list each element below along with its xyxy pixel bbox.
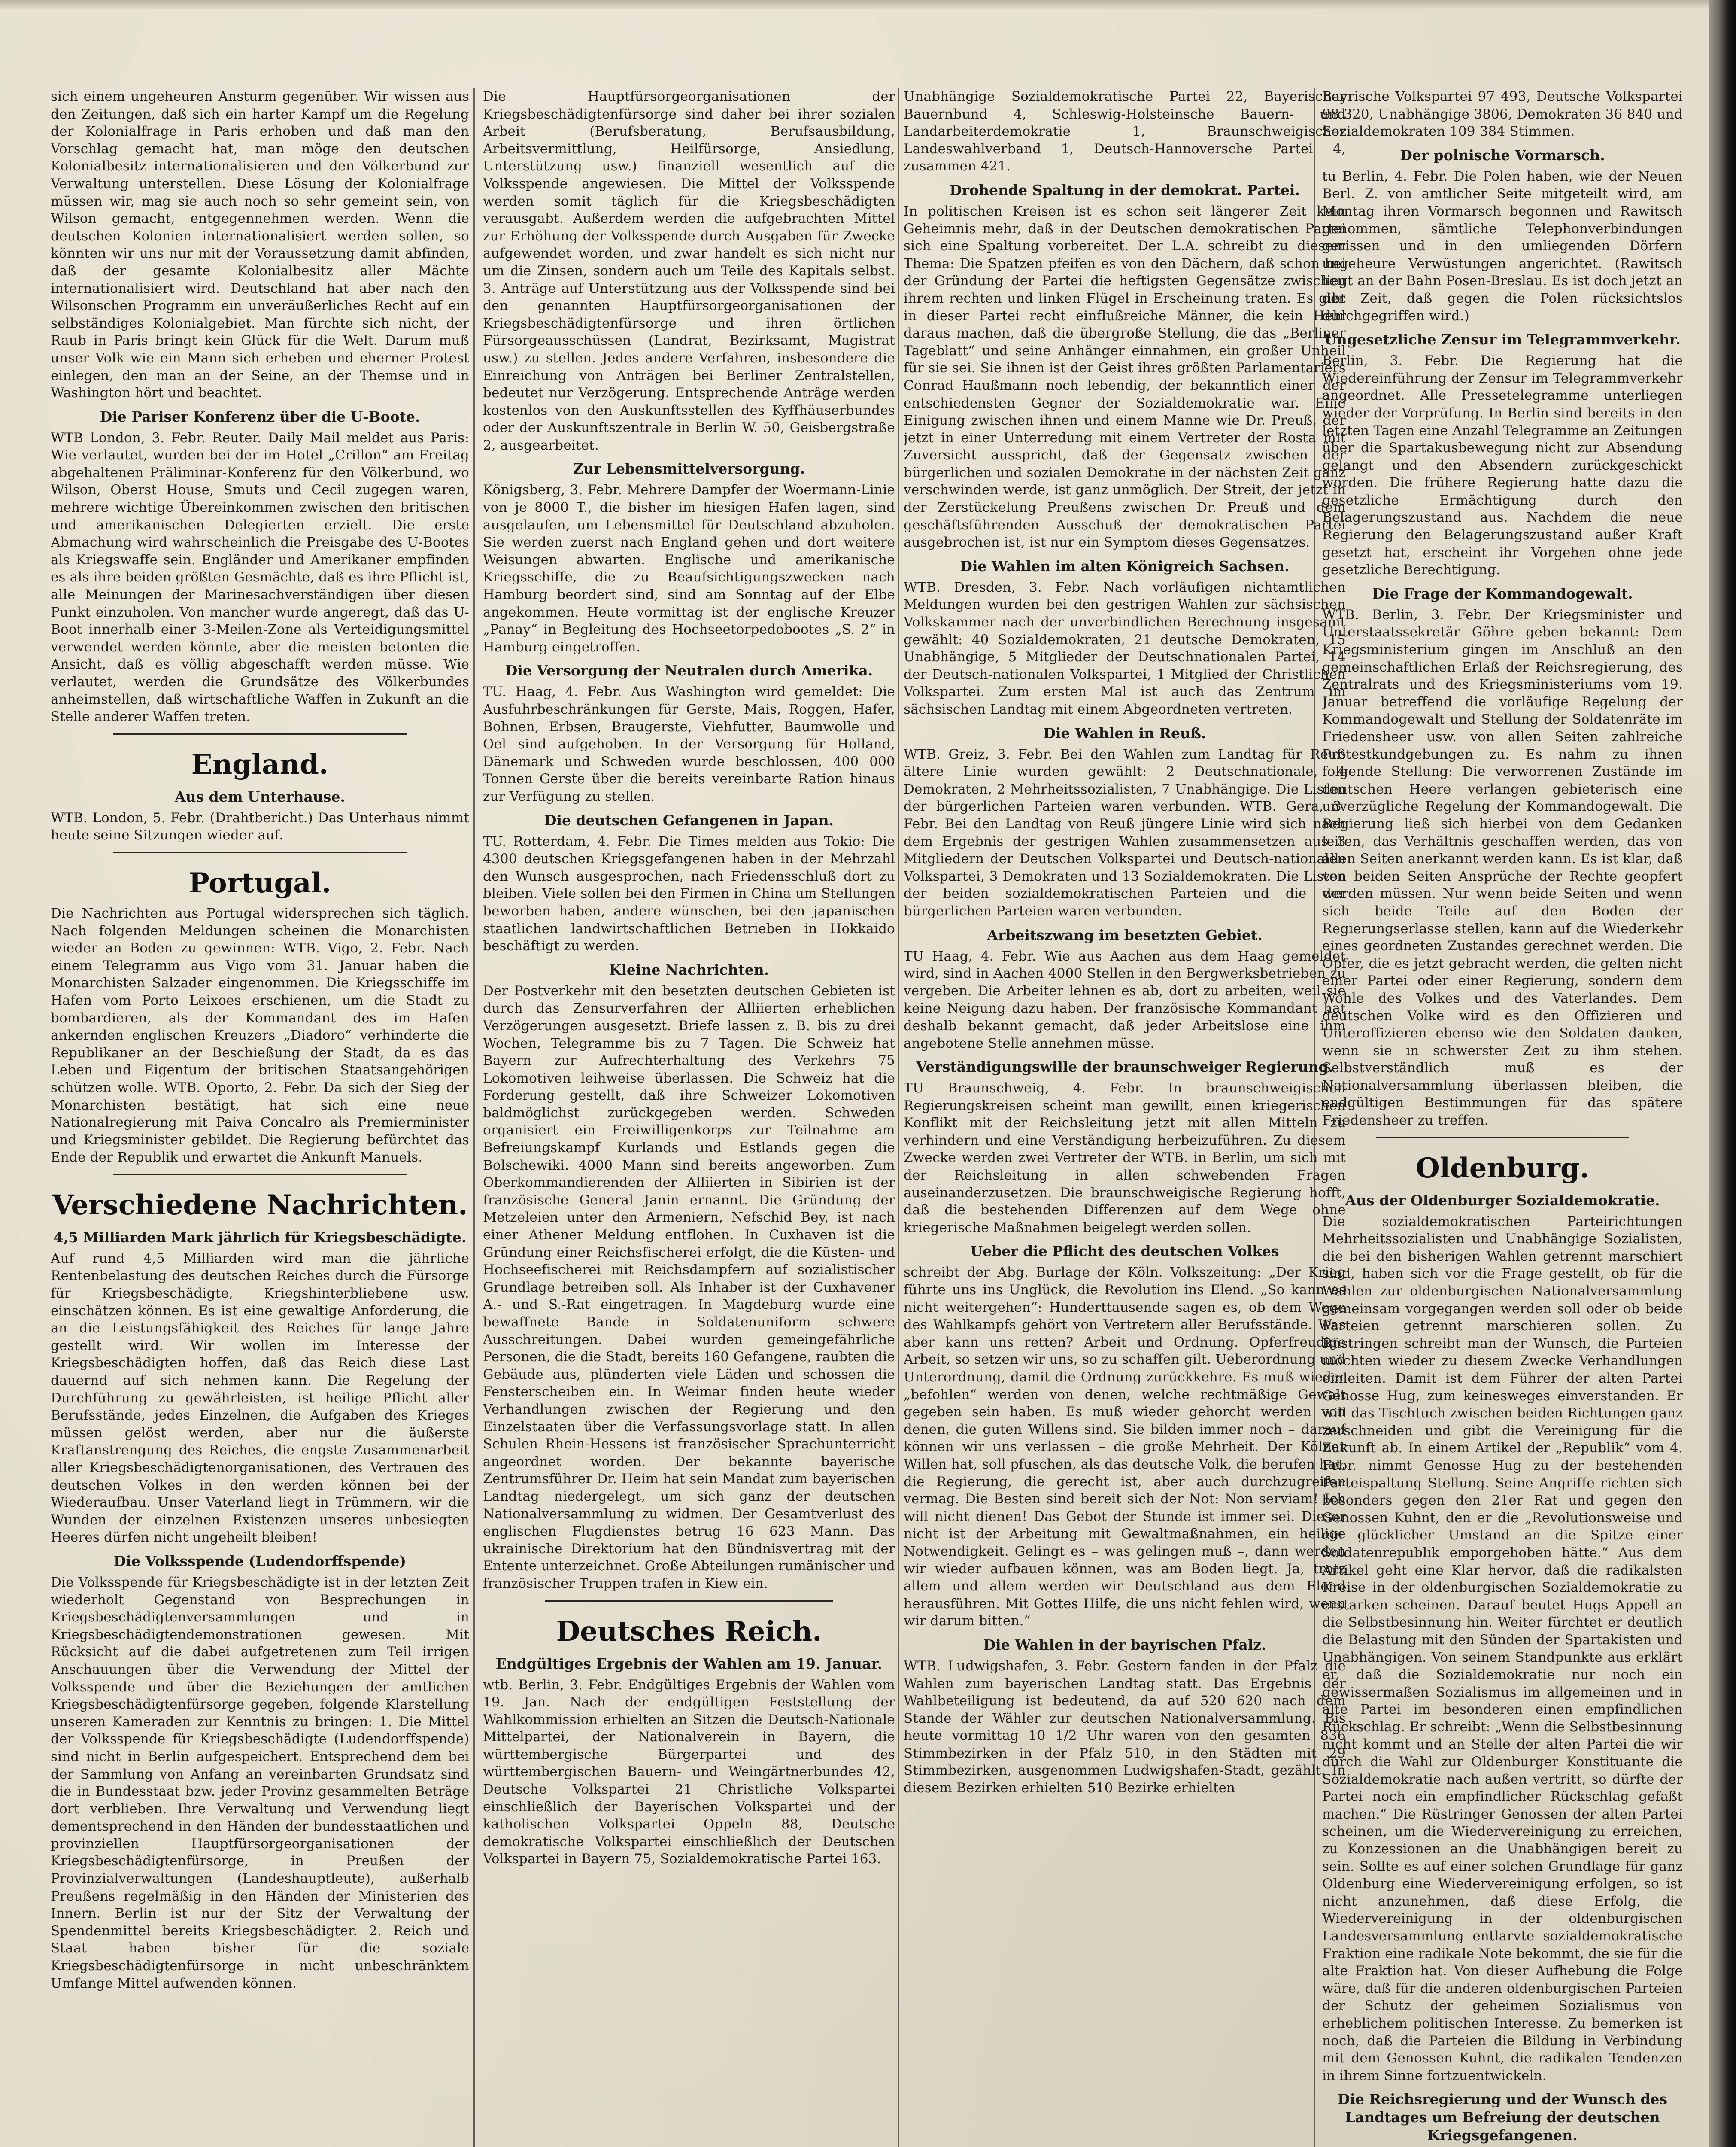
article-body: WTB London, 3. Febr. Reuter. Daily Mail meldet aus Paris: Wie verlautet, wurden bei der im Hotel „Crillon“ am Freitag abgehaltenen Präliminar-Konferenz für den Völkerbund, wo Wilson, Oberst House, Smuts und Cecil zugegen waren, mehrere wichtige Übereinkommen zwischen den britischen und amerikanischen Delegierten erzielt. Die erste Abmachung wird wahrscheinlich die Preisgabe des U-Bootes als Kriegswaffe sein. Engländer und Amerikaner empfinden es als ihre beiden größten Gesmächte, daß es ihre Pflicht ist, alle Meinungen der Marinesachverständigen über diesen Punkt einzuholen. Von mancher wurde angeregt, daß das U-Boot innerhalb einer 3-Meilen-Zone als Verteidigungsmittel verwendet werden könnte, aber die meisten betonten die Ansicht, daß es völlig abgeschafft werden müsse. Wie verlautet, werden die Grundsätze des Völkerbundes anheimstellen, daß wirtschaftliche Waffen in Zukunft an die Stelle anderer Waffen treten. bbox=[51, 430, 469, 725]
section-heading: Deutsches Reich. bbox=[556, 1615, 822, 1648]
article-headline: Ueber die Pflicht des deutschen Volkes bbox=[970, 1243, 1279, 1260]
article-headline: Drohende Spaltung in der demokrat. Partei. bbox=[950, 181, 1300, 198]
article-body: TU. Rotterdam, 4. Febr. Die Times melden aus Tokio: Die 4300 deutschen Kriegsgefangenen haben in der Mehrzahl den Wunsch ausgesprochen, nach Friedensschluß dort zu bleiben. Viele sollen bei den Firmen in China um Stellungen beworben haben, andere wünschen, bei den japanischen staatlichen landwirtschaftlichen Betrieben in Hokkaido beschäftigt zu werden. bbox=[483, 833, 895, 954]
column-rule bbox=[898, 88, 899, 2147]
section-heading: Verschiedene Nachrichten. bbox=[52, 1189, 468, 1221]
article-body: Königsberg, 3. Febr. Mehrere Dampfer der Woermann-Linie von je 8000 T., die bisher im hiesigen Hafen lagen, sind ausgelaufen, um Lebensmittel für Deutschland abzuholen. Sie werden zuerst nach England gehen und dort weitere Weisungen abwarten. Englische und amerikanische Kriegsschiffe, die zu Beaufsichtigungszwecken nach Hamburg beordert sind, sind am Sonntag auf der Elbe angekommen. Heute vormittag ist der englische Kreuzer „Panay“ in Begleitung des Hochseetorpedobootes „S. 2“ in Hamburg eingetroffen. bbox=[483, 482, 895, 655]
article-body: Die sozialdemokratischen Parteirichtungen Mehrheitssozialisten und Unabhängige Sozialisten, die bei den bisherigen Wahlen getrennt marschiert sind, haben sich vor die Frage gestellt, ob für die Wahlen zur oldenburgischen Nationalversammlung gemeinsam vorgegangen werden soll oder ob beide Parteien getrennt marschieren sollen. Zu Rüstringen schreibt man der Wunsch, die Parteien möchten wieder zu diesem Zwecke Verhandlungen einleiten. Damit ist dem Führer der alten Partei Genosse Hug, zum keinesweges einverstanden. Er will das Tischtuch zwischen beiden Richtungen ganz zerschneiden und gibt die Vereinigung für die Zukunft ab. In einem Artikel der „Republik“ vom 4. Febr. nimmt Genosse Hug zu der bestehenden Parteispaltung Stellung. Seine Angriffe richten sich besonders gegen den 21er Rat und gegen den Genossen Kuhnt, den er die „Revolutionsweise und ein glücklicher Umstand an die Spitze einer Soldatenrepublik emporgehoben hätte.“ Aus dem Artikel geht eine Klar hervor, daß die radikalsten Kreise in der oldenburgischen Sozialdemokratie zu erstarken scheinen. Darauf beutet Hugs Appell an die Selbstbesinnung hin. Weiter fürchtet er deutlich die Belastung mit den Sünden der Spartakisten und Unabhängigen. Von seinem Standpunkte aus erklärt er, daß die Sozialdemokratie nur noch ein gewissermaßen Sozialismus im allgemeinen und in alte Partei im besonderen einen empfindlichen Rückschlag. Er schreibt: „Wenn die Selbstbesinnung nicht kommt und an Stelle der alten Partei die wir durch die Wahl zur Oldenburger Konstituante die Sozialdemokratie nach außen vertritt, so dürfte der Partei noch ein empfindlicher Rückschlag gefaßt machen.“ Die Rüstringer Genossen der alten Partei scheinen, um die Wiedervereinigung zu erreichen, zu Konzessionen an die Unabhängigen bereit zu sein. Sollte es auf einer solchen Grundlage für ganz Oldenburg eine Wiedervereinigung erfolgen, so ist nicht anzunehmen, daß diese Erfolg, die Wiedervereinigung in der oldenburgischen Landesversammlung entlarvte sozialdemokratische Fraktion eine radikale Note bekommt, die sie für die alte Fraktion hat. Von dieser Aufhebung die Folge wäre, daß für die anderen oldenburgischen Parteien der Schutz der geheimen Sozialismus von erheblichem politischen Interesse. Zu bemerken ist noch, daß die Parteien die Bildung in Verbindung mit dem Genossen Kuhnt, die radikalen Tendenzen in ihrem Sinne fortzuentwickeln. bbox=[1322, 1213, 1683, 2083]
column-rule bbox=[473, 88, 475, 2147]
column-2 bbox=[483, 88, 895, 2147]
article-body: In politischen Kreisen ist es schon seit längerer Zeit kein Geheimnis mehr, daß in der Deutschen demokratischen Partei sich eine Spaltung vorbereitet. Der L.A. schreibt zu diesem Thema: Die Spatzen pfeifen es von den Dächern, daß schon bei der Gründung der Partei die heftigsten Gegensätze zwischen ihrem rechten und linken Flügel in Erscheinung traten. Es gibt in dieser Partei recht einflußreiche Männer, die kein Hehl daraus machen, daß die übergroße Stellung, die das „Berliner Tageblatt“ und seine Anhänger einnahmen, ein großer Unheil für sie sei. Sie ihnen ist der Geist ihres größten Parlamentariers Conrad Haußmann noch lebendig, der bekanntlich einer der entschiedensten Gegner der Sozialdemokratie war. Eine Einigung zwischen ihnen und einem Manne wie Dr. Preuß, der jetzt in einer Unterredung mit einem Vertreter der Rosta mit Zuversicht ausspricht, daß der Gegensatz zwischen der bürgerlichen und sozialen Demokratie in der nächsten Zeit ganz verschwinden werde, ist ganz unmöglich. Der Streit, der jetzt in der Zerstückelung Preußens zwischen Dr. Preuß und dem geschäftsführenden Ausschuß der demokratischen Partei ausgebrochen ist, ist nur ein Symptom dieses Gegensatzes. bbox=[904, 203, 1346, 550]
article-body: Die Nachrichten aus Portugal widersprechen sich täglich. Nach folgenden Meldungen scheinen die Monarchisten wieder an Boden zu gewinnen: WTB. Vigo, 2. Febr. Nach einem Telegramm aus Vigo vom 31. Januar haben die Monarchisten Salzader eingenommen. Die Kriegsschiffe im Hafen vom Porto Leixoes erschienen, um die Stadt zu bombardieren, als der Kommandant des im Hafen ankernden englischen Kreuzers „Diadoro“ verhinderte die Republikaner an der Beschießung der Stadt, da es das Leben und Eigentum der britischen Staatsangehörigen schützen wolle. WTB. Oporto, 2. Febr. Da sich der Sieg der Monarchisten bestätigt, hat sich eine neue Nationalregierung mit Paiva Concalro als Premierminister und Kriegsminister gebildet. Die Regierung befürchtet das Ende der Republik und erwartet die Ankunft Manuels. bbox=[51, 905, 469, 1165]
article-headline: Zur Lebensmittelversorgung. bbox=[573, 460, 805, 477]
article-body: tu Berlin, 4. Febr. Die Polen haben, wie der Neuen Berl. Z. von amtlicher Seite mitgeteilt wird, am Montag ihren Vormarsch begonnen und Rawitsch genommen, sämtliche Telephonverbindungen gerissen und in den umliegenden Dörfern ungeheure Verwüstungen angerichtet. (Rawitsch liegt an der Bahn Posen-Breslau. Es ist doch jetzt an der Zeit, daß gegen die Polen rücksichtslos durchgegriffen wird.) bbox=[1322, 168, 1683, 324]
article-headline: Endgültiges Ergebnis der Wahlen am 19. Januar. bbox=[495, 1655, 883, 1672]
article-headline: Die Wahlen in der bayrischen Pfalz. bbox=[983, 1636, 1266, 1653]
scan-border bbox=[1709, 0, 1736, 2147]
article-headline: Ungesetzliche Zensur im Telegrammverkehr. bbox=[1324, 331, 1681, 348]
article-body: WTB. Greiz, 3. Febr. Bei den Wahlen zum Landtag für Reuß ältere Linie wurden gewählt: 2 Deutschnationale, 4 Demokraten, 2 Mehrheitssozialisten, 7 Unabhängige. Die Listen der bürgerlichen Parteien waren verbunden. WTB. Gera, 3. Febr. Bei den Landtag von Reuß jüngere Linie wird sich nach dem Ergebnis der gestrigen Wahlen zusammensetzen aus 3 Mitgliedern der Deutschen Volkspartei und Deutsch-nationalen Volkspartei, 3 Demokraten und 13 Sozialdemokraten. Die Listen der beiden sozialdemokratischen Parteien und die der bürgerlichen Parteien waren verbunden. bbox=[904, 746, 1346, 919]
article-body: TU Braunschweig, 4. Febr. In braunschweigischen Regierungskreisen scheint man gewillt, einen kriegerischen Konflikt mit der Reichsleitung jetzt mit allen Mitteln zu verhindern und eine Verständigung herbeizuführen. Zu diesem Zwecke werden zwei Vertreter der WTB. in Berlin, um sich mit der Reichsleitung in allen schwebenden Fragen auseinanderzusetzen. Die braunschweigische Regierung hofft, daß die bestehenden Differenzen auf dem Wege ohne kriegerische Maßnahmen beigelegt werden sollen. bbox=[904, 1080, 1346, 1235]
article-headline: Die Frage der Kommandogewalt. bbox=[1372, 585, 1633, 602]
article-headline: Die Versorgung der Neutralen durch Amerika. bbox=[505, 662, 873, 679]
section-divider bbox=[545, 1600, 833, 1602]
article-body: TU Haag, 4. Febr. Wie aus Aachen aus dem Haag gemeldet wird, sind in Aachen 4000 Stellen in den Bergwerksbetrieben zu vergeben. Die Arbeiter lehnen es ab, dort zu arbeiten, weil sie keine Neigung dazu haben. Der französische Kommandant hat deshalb bekannt gemacht, daß jeder Arbeitslose eine ihm angebotene Stelle annehmen müsse. bbox=[904, 948, 1346, 1051]
article-body: WTB. Berlin, 3. Febr. Der Kriegsminister und Unterstaatssekretär Göhre geben bekannt: Dem Kriegsministerium gingen im Anschluß an den gemeinschaftlichen Erlaß der Reichsregierung, des Zentralrats und des Kriegsministeriums vom 19. Januar betreffend die vorläufige Regelung der Kommandogewalt und Stellung der Soldatenräte im Friedensheer usw. von allen Seiten zahlreiche Protestkundgebungen zu. Es nahm zu ihnen folgende Stellung: Die verworrenen Zustände im deutschen Heere verlangen gebieterisch eine unverzügliche Regelung der Kommandogewalt. Die Regierung ließ sich hierbei von dem Gedanken leiten, das Verhältnis geschaffen werden, das von allen Seiten anerkannt werden kann. Es ist klar, daß von beiden Seiten Ansprüche der Rechte geopfert werden müssen. Nur wenn beide Seiten und wenn sich beide Teile auf den Boden der Regierungserlasse stellen, kann auf die Wiederkehr eines geordneten Zustandes gerechnet werden. Die Opfer, die es jetzt gebracht werden, die gelten nicht einer Partei oder einer Regierung, sondern dem Wohle des Volkes und des Vaterlandes. Dem deutschen Volke wird es den Offizieren und Unteroffizieren ebenso wie den Soldaten danken, wenn sie in schwerster Zeit zu ihm stehen. Selbstverständlich muß es der Nationalversammlung überlassen bleiben, die endgültigen Bestimmungen für das spätere Friedensheer zu treffen. bbox=[1322, 607, 1683, 1128]
article-body: Der Postverkehr mit den besetzten deutschen Gebieten ist durch das Zensurverfahren der Alliierten erheblichen Verzögerungen ausgesetzt. Briefe lassen z. B. bis zu drei Wochen, Telegramme bis zu 7 Tagen. Die Schweiz hat Bayern zur Aufrechterhaltung des Verkehrs 75 Lokomotiven leihweise überlassen. Die Schweiz hat die Forderung gestellt, daß ihre Schweizer Lokomotiven baldmöglichst zurückgegeben werden. Schweden organisiert ein Freiwilligenkorps zur Teilnahme am Befreiungskampf Kurlands und Estlands gegen die Bolschewiki. 4000 Mann sind bereits angeworben. Zum Oberkommandierenden der Alliierten in Sibirien ist der französische General Janin ernannt. Die Gründung der Metzeleien unter den Armeniern, Nefschid Bey, ist nach einer Athener Meldung entflohen. In Cuxhaven ist die Gründung einer Reichsfischerei erfolgt, die die Küsten- und Hochseefischerei mit Reichsdampfern auf sozialistischer Grundlage betreiben soll. Als Inhaber ist der Cuxhavener A.- und S.-Rat eingetragen. In Magdeburg wurde eine bewaffnete Bande in Soldatenuniform schwere Ausschreitungen. Dabei wurden gemeingefährliche Personen, die die Stadt, bereits 160 Gefangene, raubten die Gebäude aus, plünderten viele Läden und schossen die Fensterscheiben ein. In Weimar finden heute wieder Verhandlungen zwischen der Regierung und den Einzelstaaten über die Verfassungsvorlage statt. In allen Schulen Rhein-Hessens ist französischer Sprachunterricht angeordnet worden. Der bekannte bayerische Zentrumsführer Dr. Heim hat sein Mandat zum bayerischen Landtag niedergelegt, um sich ganz der deutschen Nationalversammlung zu widmen. Der Gesamtverlust des englischen Flugdienstes betrug 16 623 Mann. Das ukrainische Direktorium hat den Bündnisvertrag mit der Entente unterzeichnet. Große Abteilungen rumänischer und französischer Truppen trafen in Kiew ein. bbox=[483, 983, 895, 1591]
article-body: WTB. Ludwigshafen, 3. Febr. Gestern fanden in der Pfalz die Wahlen zum bayerischen Landtag statt. Das Ergebnis der Wahlbeteiligung ist bedeutend, da auf 520 620 nach dem Stande der Wähler zur deutschen Nationalversammlung. Bis heute vormittag 10 1/2 Uhr waren von den gesamten 836 Stimmbezirken in der Pfalz 510, in den Städten mit 29 Stimmbezirken, ausgenommen Ludwigshafen-Stadt, gezählt. In diesem Bezirken erhielten 510 Bezirke erhielten bbox=[904, 1658, 1346, 1796]
section-divider bbox=[113, 1174, 407, 1175]
article-body: Die Volksspende für Kriegsbeschädigte ist in der letzten Zeit wiederholt Gegenstand von Besprechungen in Kriegsbeschädigtenversammlungen und in Kriegsbeschädigtendemonstrationen gewesen. Mit Rücksicht auf die dabei aufgetretenen zum Teil irrigen Anschauungen über die Verwendung der Mittel der Volksspende und über die Beziehungen der amtlichen Kriegsbeschädigtenfürsorge gegeben, folgende Klarstellung unseren Kameraden zur Kenntnis zu bringen: 1. Die Mittel der Volksspende für Kriegsbeschädigte (Ludendorffspende) sind nicht in Berlin aufgespeichert. Entsprechend dem bei der Sammlung von Anfang an vereinbarten Grundsatz sind die in Bundesstaat bzw. jeder Provinz gesammelten Beträge dort verblieben. Ihre Verwaltung und Verwendung liegt dementsprechend in den Händen der bundesstaatlichen und provinziellen Hauptfürsorgeorganisationen der Kriegsbeschädigtenfürsorge, in Preußen der Provinzialverwaltungen (Landeshauptleute), außerhalb Preußens regelmäßig in den Händen der Ministerien des Innern. Berlin ist nur der Sitz der Verwaltung der Spendenmittel bereits Kriegsbeschädigter. 2. Reich und Staat haben bisher für die soziale Kriegsbeschädigtenfürsorge in nicht unbeschränktem Umfange Mittel aufwenden können. bbox=[51, 1574, 469, 1991]
article-headline: Der polnische Vormarsch. bbox=[1400, 146, 1605, 164]
column-3 bbox=[904, 88, 1346, 2147]
article-headline: Aus der Oldenburger Sozialdemokratie. bbox=[1345, 1192, 1660, 1209]
column-1 bbox=[51, 88, 469, 2147]
article-body: Bayrische Volkspartei 97 493, Deutsche Volkspartei 98 320, Unabhängige 3806, Demokraten 36 840 und Sozialdemokraten 109 384 Stimmen. bbox=[1322, 89, 1683, 140]
section-heading: England. bbox=[191, 748, 329, 781]
article-body: schreibt der Abg. Burlage der Köln. Volkszeitung: „Der Krieg führte uns ins Unglück, die Revolution ins Elend. „So kann es nicht weitergehen“: Hunderttausende sagen es, ob dem Wege des Wahlkampfs gehört von Vertretern aller Berufsstände. Was aber kann uns retten? Arbeit und Ordnung. Opferfreudige Arbeit, so setzen wir uns, so zu schaffen gilt. Ueberordnung und Unterordnung, damit die Ordnung zurückkehre. Es muß wieder „befohlen“ werden von denen, welche rechtmäßige Gewalt gegeben sein haben. Es muß wieder gehorcht werden von denen, die guten Willens sind. Sie bilden immer noch – darauf können wir uns verlassen – die große Mehrheit. Der Kölner Willen hat, soll pfuschen, als das deutsche Volk, die berufen hat, die Regierung, die gerecht ist, aber auch durchzugreifen vermag. Die Besten sind bereit sich der Not: Non serviam! Ich will nicht dienen! Das Gebot der Stunde ist immer sei. Dieser nicht ist der Arbeitung mit Gewaltmaßnahmen, ein heilige Notwendigkeit. Gelingt es – was gelingen muß –, dann werden wir wieder aufbauen können, was am Boden liegt. Ja, trotz allem und allem werden wir Deutschland aus dem Elend herausführen. Mit Gottes Hilfe, die uns nicht fehlen wird, wenn wir darum bitten.“ bbox=[904, 1265, 1346, 1629]
section-divider bbox=[113, 852, 407, 853]
article-body: Berlin, 3. Febr. Die Regierung hat die Wiedereinführung der Zensur im Telegrammverkehr angeordnet. Alle Pressetelegramme unterliegen wieder der Vorprüfung. In Berlin sind bereits in den letzten Tagen eine Anzahl Telegramme an Zeitungen über die Spartakusbewegung nicht zur Absendung gelangt und den Absendern zurückgeschickt worden. Die frühere Regierung hatte dazu die gesetzliche Ermächtigung durch den Belagerungszustand aus. Nachdem die neue Regierung den Belagerungszustand außer Kraft gesetzt hat, erscheint ihr Vorgehen ohne jede gesetzliche Berechtigung. bbox=[1322, 353, 1683, 578]
article-headline: Die Reichsregierung und der Wunsch des Landtages um Befreiung der deutschen Kriegsgefangenen. bbox=[1337, 2091, 1668, 2144]
article-body: Auf rund 4,5 Milliarden wird man die jährliche Rentenbelastung des deutschen Reiches durch die Fürsorge für Kriegsbeschädigte, Kriegshinterbliebene usw. einschätzen können. Es ist eine gewaltige Anforderung, die an die Leistungsfähigkeit des Reiches für lange Jahre gestellt wird. Wir wollen im Interesse der Kriegsbeschädigten hoffen, daß das Reich diese Last dauernd auf sich nehmen kann. Die Regelung der Durchführung zu gewährleisten, ist heilige Pflicht aller Berufsstände, jedes Einzelnen, die Aufgaben des Krieges müssen gelöst werden, aber nur die äußerste Kraftanstrengung des Reiches, die engste Zusammenarbeit aller Kriegsbeschädigtenorganisationen, des Vertrauen des deutschen Volkes in den werden können bei der Wiederaufbau. Unser Vaterland liegt in Trümmern, wir die Wunden der einzelnen Existenzen unseres unbesiegten Heeres dürfen nicht ungeheilt bleiben! bbox=[51, 1250, 469, 1545]
section-heading: Portugal. bbox=[188, 867, 331, 899]
article-headline: 4,5 Milliarden Mark jährlich für Kriegsbeschädigte. bbox=[53, 1229, 467, 1246]
article-body: Die Hauptfürsorgeorganisationen der Kriegsbeschädigtenfürsorge sind daher bei ihrer sozialen Arbeit (Berufsberatung, Berufsausbildung, Arbeitsvermittlung, Heilfürsorge, Ansiedlung, Unterstützung usw.) finanziell wesentlich auf die Volksspende angewiesen. Die Mittel der Volksspende werden somit täglich für die Kriegsbeschädigten verausgabt. Außerdem werden die aufgebrachten Mittel zur Erhöhung der Volksspende durch Ausgaben für Zwecke aufgewendet worden, und zwar handelt es sich nicht nur um die Zinsen, sondern auch um Teile des Kapitals selbst. 3. Anträge auf Unterstützung aus der Volksspende sind bei den genannten Hauptfürsorgeorganisationen der Kriegsbeschädigtenfürsorge und ihren örtlichen Fürsorgeausschüssen (Landrat, Bezirksamt, Magistrat usw.) zu stellen. Jedes andere Verfahren, insbesondere die Einreichung von Anträgen bei Berliner Zentralstellen, bedeutet nur Verzögerung. Entsprechende Anträge werden kostenlos von den Auskunftsstellen des Kyffhäuserbundes oder der Auskunftszentrale in Berlin W. 50, Geisbergstraße 2, ausgearbeitet. bbox=[483, 89, 895, 453]
article-body: WTB. Dresden, 3. Febr. Nach vorläufigen nichtamtlichen Meldungen wurden bei den gestrigen Wahlen zur sächsischen Volkskammer nach der unverbindlichen Berechnung insgesamt gewählt: 40 Sozialdemokraten, 21 deutsche Demokraten, 15 Unabhängige, 5 Mitglieder der Deutschnationalen Partei, 14 der Deutsch-nationalen Volkspartei, 1 Mitglied der Christlichen Volkspartei. Zum ersten Mal ist auch das Zentrum im sächsischen Landtag mit einem Abgeordneten vertreten. bbox=[904, 579, 1346, 717]
column-4 bbox=[1322, 88, 1683, 2147]
article-headline: Die Volksspende (Ludendorffspende) bbox=[113, 1552, 407, 1569]
section-heading: Oldenburg. bbox=[1415, 1152, 1590, 1184]
article-headline: Kleine Nachrichten. bbox=[609, 961, 769, 978]
article-headline: Aus dem Unterhause. bbox=[175, 788, 345, 805]
article-headline: Die deutschen Gefangenen in Japan. bbox=[544, 812, 834, 829]
article-body: TU. Haag, 4. Febr. Aus Washington wird gemeldet: Die Ausfuhrbeschränkungen für Gerste, Mais, Roggen, Hafer, Bohnen, Erbsen, Braugerste, Viehfutter, Baumwolle und Oel sind aufgehoben. In der Versorgung für Holland, Dänemark und Schweden wurde beschlossen, 400 000 Tonnen Gerste über die bereits vereinbarte Ration hinaus zur Verfügung zu stellen. bbox=[483, 684, 895, 804]
article-body: sich einem ungeheuren Ansturm gegenüber. Wir wissen aus den Zeitungen, daß sich ein harter Kampf um die Regelung der Kolonialfrage in Paris erhoben und daß man den Vorschlag gemacht hat, man möge den deutschen Kolonialbesitz internationalisieren und den Völkerbund zur Verwaltung unterstellen. Diese Lösung der Kolonialfrage müssen wir, mag sie auch noch so sehr gemeint sein, von Wilson gemacht, entgegennehmen werden. Wenn die deutschen Kolonien internationalisiert werden sollen, so könnten wir uns nur mit der Voraussetzung damit abfinden, daß der gesamte Kolonialbesitz aller Mächte internationalisiert wird. Deutschland hat aber nach den Wilsonschen Programm ein unveräußerliches Recht auf ein selbständiges Kolonialgebiet. Man fürchte sich nicht, der Raub in Paris bringt kein Glück für die Welt. Darum muß unser Volk wie ein Mann sich erheben und eherner Protest einlegen, den man an der Seine, an der Themse und in Washington hört und beachtet. bbox=[51, 89, 469, 401]
section-divider bbox=[113, 733, 407, 735]
section-divider bbox=[1376, 1137, 1629, 1138]
page-top-edge bbox=[0, 0, 1709, 9]
article-body: wtb. Berlin, 3. Febr. Endgültiges Ergebnis der Wahlen vom 19. Jan. Nach der endgültigen Feststellung der Wahlkommission erhielten an Sitzen die Deutsch-Nationale Mittelpartei, der Nationalverein in Bayern, die württembergische Bürgerpartei und des württembergischen Bauern- und Weingärtnerbundes 42, Deutsche Volkspartei 21 Christliche Volkspartei einschließlich der Bayerischen Volkspartei und der katholischen Volkspartei Oppeln 88, Deutsche demokratische Volkspartei einschließlich der Deutschen Volkspartei in Bayern 75, Sozialdemokratische Partei 163. bbox=[483, 1677, 895, 1867]
article-body: WTB. London, 5. Febr. (Drahtbericht.) Das Unterhaus nimmt heute seine Sitzungen wieder auf. bbox=[51, 810, 469, 843]
article-headline: Verständigungswille der braunschweiger Regierung. bbox=[916, 1058, 1334, 1076]
article-headline: Arbeitszwang im besetzten Gebiet. bbox=[987, 926, 1263, 943]
article-headline: Die Wahlen in Reuß. bbox=[1043, 724, 1206, 742]
article-body: Unabhängige Sozialdemokratische Partei 22, Bayerischer Bauernbund 4, Schleswig-Holsteinsche Bauern- und Landarbeiterdemokratie 1, Braunschweigischer Landeswahlverband 1, Deutsch-Hannoversche Partei 4, zusammen 421. bbox=[904, 89, 1346, 174]
article-headline: Die Pariser Konferenz über die U-Boote. bbox=[100, 408, 420, 425]
article-headline: Die Wahlen im alten Königreich Sachsen. bbox=[960, 557, 1290, 575]
